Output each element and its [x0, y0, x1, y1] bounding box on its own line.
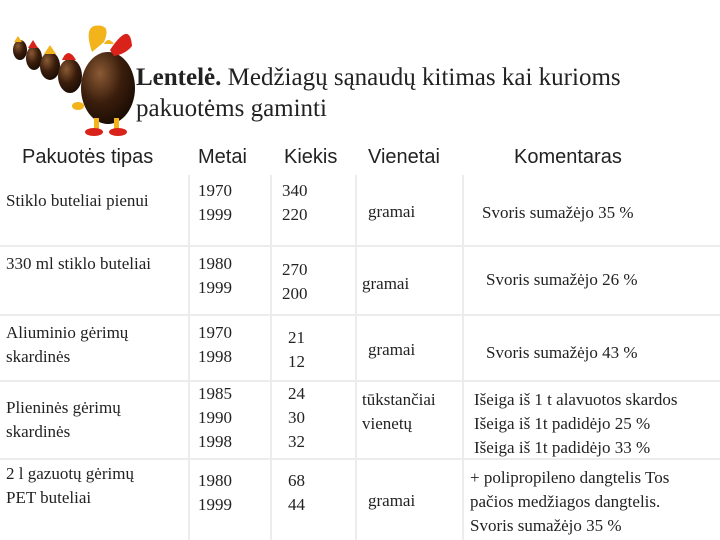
table-cell-type: Stiklo buteliai pienui [6, 191, 149, 210]
table-cell-unit: gramai [362, 274, 410, 293]
table-cell-type: 330 ml stiklo buteliai [6, 254, 151, 273]
table-cell-type: 2 l gazuotų gėrimų PET buteliai [6, 464, 134, 507]
page-title [136, 62, 706, 124]
grid-divider [0, 380, 720, 382]
header-amount: Kiekis [284, 146, 338, 168]
table-cell-years: 1980 1999 [198, 471, 232, 514]
table-cell-unit: gramai [368, 202, 416, 221]
grid-divider [0, 314, 720, 316]
table-cell-comment: + polipropileno dangtelis Tos pačios medžiagos dangtelis. Svoris sumažėjo 35 % [470, 468, 670, 535]
grid-divider [0, 245, 720, 247]
grid-divider [188, 175, 190, 540]
table-cell-amount: 340 220 [282, 181, 308, 224]
header-comment: Komentaras [514, 146, 622, 168]
table-cell-unit: gramai [368, 491, 416, 510]
table-cell-years: 1985 1990 1998 [198, 384, 232, 451]
table-cell-comment: Svoris sumažėjo 26 % [486, 270, 638, 289]
table-cell-years: 1970 1999 [198, 181, 232, 224]
table-cell-comment: Svoris sumažėjo 43 % [486, 343, 638, 362]
grid-divider [355, 175, 357, 540]
table-cell-comment: Išeiga iš 1 t alavuotos skardos Išeiga iš 1t padidėjo 25 % Išeiga iš 1t padidėjo 33 % [474, 390, 678, 457]
grid-divider [462, 175, 464, 540]
table-cell-years: 1970 1998 [198, 323, 232, 366]
header-type: Pakuotės tipas [22, 146, 154, 168]
table-cell-unit: tūkstančiai vienetų [362, 390, 436, 433]
table-cell-amount: 68 44 [288, 471, 305, 514]
table-cell-years: 1980 1999 [198, 254, 232, 297]
table-cell-amount: 24 30 32 [288, 384, 305, 451]
table-cell-type: Aliuminio gėrimų skardinės [6, 323, 129, 366]
header-years: Metai [198, 146, 247, 168]
table-cell-unit: gramai [368, 340, 416, 359]
table-cell-amount: 21 12 [288, 328, 305, 371]
header-unit: Vienetai [368, 146, 440, 168]
title-label: Lentelė. [136, 64, 222, 91]
grid-divider [270, 175, 272, 540]
chocolate-egg-decoration-icon [0, 0, 140, 140]
title-text: Medžiagų sąnaudų kitimas kai kurioms pakuotėms gaminti [136, 64, 621, 122]
table-cell-amount: 270 200 [282, 260, 308, 303]
table-cell-comment: Svoris sumažėjo 35 % [482, 203, 634, 222]
table-cell-type: Plieninės gėrimų skardinės [6, 398, 121, 441]
